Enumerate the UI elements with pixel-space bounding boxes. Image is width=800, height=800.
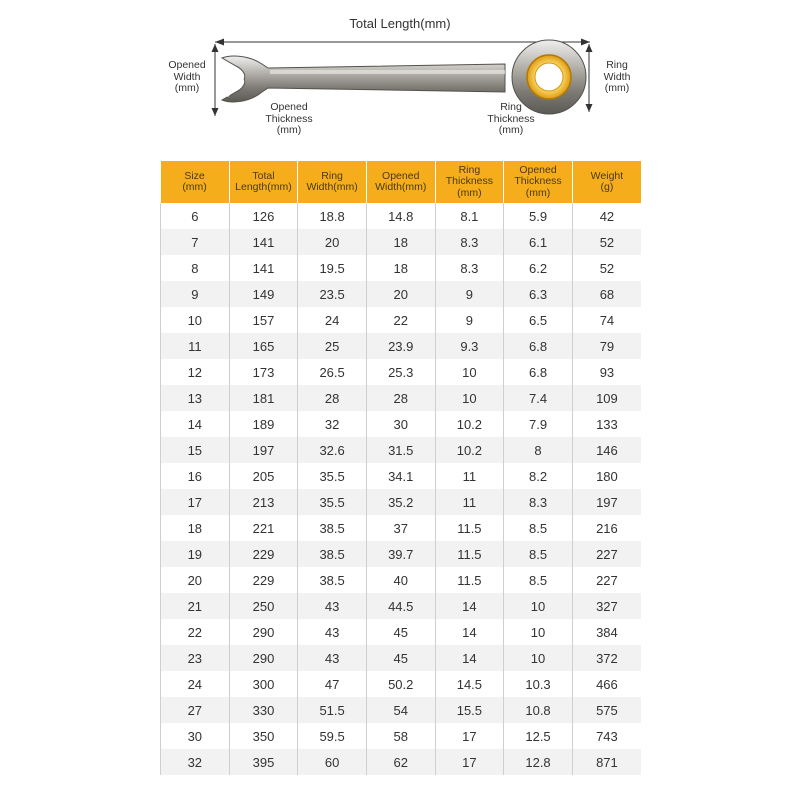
- table-cell: 6.8: [504, 359, 573, 385]
- table-cell: 23.5: [298, 281, 367, 307]
- table-cell: 11.5: [435, 567, 504, 593]
- table-cell: 19.5: [298, 255, 367, 281]
- opened-width-arrow: [212, 44, 219, 116]
- ring-width-arrow: [586, 44, 593, 112]
- table-cell: 126: [229, 203, 298, 229]
- table-cell: 8.3: [504, 489, 573, 515]
- table-cell: 221: [229, 515, 298, 541]
- table-row: [161, 203, 642, 229]
- table-cell: 141: [229, 229, 298, 255]
- table-cell: 38.5: [298, 541, 367, 567]
- table-cell: 35.5: [298, 489, 367, 515]
- table-cell: 15: [161, 437, 230, 463]
- table-cell: 34.1: [366, 463, 435, 489]
- table-cell: 8.3: [435, 229, 504, 255]
- table-cell: 146: [572, 437, 641, 463]
- table-cell: 37: [366, 515, 435, 541]
- table-row: [161, 255, 642, 281]
- table-cell: 384: [572, 619, 641, 645]
- table-header-row: [161, 161, 642, 203]
- ring-width-header: Ring Width(mm): [298, 161, 367, 203]
- table-cell: 290: [229, 645, 298, 671]
- table-cell: 229: [229, 541, 298, 567]
- table-cell: 40: [366, 567, 435, 593]
- table-cell: 20: [161, 567, 230, 593]
- table-cell: 38.5: [298, 567, 367, 593]
- table-cell: 79: [572, 333, 641, 359]
- table-cell: 43: [298, 645, 367, 671]
- table-cell: 14.8: [366, 203, 435, 229]
- opened-thickness-header: Opened Thickness (mm): [504, 161, 573, 203]
- table-cell: 8.3: [435, 255, 504, 281]
- table-cell: 14: [435, 619, 504, 645]
- table-row: [161, 333, 642, 359]
- table-row: [161, 229, 642, 255]
- table-cell: 141: [229, 255, 298, 281]
- table-cell: 10.3: [504, 671, 573, 697]
- table-cell: 9: [435, 281, 504, 307]
- table-cell: 11: [161, 333, 230, 359]
- table-cell: 350: [229, 723, 298, 749]
- table-cell: 58: [366, 723, 435, 749]
- table-cell: 54: [366, 697, 435, 723]
- table-row: [161, 619, 642, 645]
- table-row: [161, 385, 642, 411]
- table-cell: 18: [161, 515, 230, 541]
- table-row: [161, 463, 642, 489]
- table-cell: 22: [366, 307, 435, 333]
- table-row: [161, 411, 642, 437]
- ring-thickness-header: Ring Thickness (mm): [435, 161, 504, 203]
- table-cell: 10: [504, 619, 573, 645]
- table-cell: 23.9: [366, 333, 435, 359]
- total-length-label: Total Length(mm): [349, 16, 451, 31]
- table-cell: 6.2: [504, 255, 573, 281]
- table-cell: 16: [161, 463, 230, 489]
- table-cell: 9: [435, 307, 504, 333]
- table-cell: 6.5: [504, 307, 573, 333]
- table-row: [161, 437, 642, 463]
- table-cell: 39.7: [366, 541, 435, 567]
- table-cell: 43: [298, 619, 367, 645]
- table-cell: 10: [435, 385, 504, 411]
- table-cell: 15.5: [435, 697, 504, 723]
- table-cell: 43: [298, 593, 367, 619]
- table-cell: 189: [229, 411, 298, 437]
- table-cell: 7.9: [504, 411, 573, 437]
- table-cell: 28: [366, 385, 435, 411]
- table-cell: 10: [504, 593, 573, 619]
- table-cell: 35.2: [366, 489, 435, 515]
- table-cell: 62: [366, 749, 435, 775]
- table-cell: 327: [572, 593, 641, 619]
- table-cell: 50.2: [366, 671, 435, 697]
- table-cell: 42: [572, 203, 641, 229]
- table-cell: 300: [229, 671, 298, 697]
- total-length-header: Total Length(mm): [229, 161, 298, 203]
- table-cell: 8.2: [504, 463, 573, 489]
- ring-width-label: Ring Width (mm): [603, 59, 631, 94]
- table-cell: 10.2: [435, 437, 504, 463]
- spec-table: [160, 161, 641, 775]
- table-row: [161, 489, 642, 515]
- table-cell: 28: [298, 385, 367, 411]
- table-cell: 743: [572, 723, 641, 749]
- table-cell: 23: [161, 645, 230, 671]
- table-cell: 7.4: [504, 385, 573, 411]
- table-cell: 45: [366, 645, 435, 671]
- table-cell: 14.5: [435, 671, 504, 697]
- table-cell: 31.5: [366, 437, 435, 463]
- table-cell: 133: [572, 411, 641, 437]
- table-row: [161, 515, 642, 541]
- table-row: [161, 671, 642, 697]
- table-cell: 59.5: [298, 723, 367, 749]
- table-cell: 10: [504, 645, 573, 671]
- table-cell: 30: [366, 411, 435, 437]
- table-cell: 10.8: [504, 697, 573, 723]
- table-cell: 6.3: [504, 281, 573, 307]
- opened-thickness-label: Opened Thickness (mm): [265, 101, 313, 136]
- table-cell: 27: [161, 697, 230, 723]
- table-row: [161, 567, 642, 593]
- table-cell: 8.5: [504, 541, 573, 567]
- table-cell: 18.8: [298, 203, 367, 229]
- table-cell: 14: [161, 411, 230, 437]
- table-cell: 24: [298, 307, 367, 333]
- opened-width-label: Opened Width (mm): [168, 59, 206, 94]
- table-row: [161, 541, 642, 567]
- table-cell: 68: [572, 281, 641, 307]
- table-row: [161, 307, 642, 333]
- table-cell: 10: [161, 307, 230, 333]
- table-cell: 229: [229, 567, 298, 593]
- table-cell: 21: [161, 593, 230, 619]
- table-cell: 11: [435, 463, 504, 489]
- table-row: [161, 723, 642, 749]
- table-cell: 197: [229, 437, 298, 463]
- table-cell: 45: [366, 619, 435, 645]
- table-cell: 32: [161, 749, 230, 775]
- table-cell: 93: [572, 359, 641, 385]
- table-cell: 7: [161, 229, 230, 255]
- table-cell: 24: [161, 671, 230, 697]
- table-cell: 157: [229, 307, 298, 333]
- table-cell: 149: [229, 281, 298, 307]
- table-cell: 181: [229, 385, 298, 411]
- table-cell: 38.5: [298, 515, 367, 541]
- table-cell: 250: [229, 593, 298, 619]
- table-cell: 466: [572, 671, 641, 697]
- table-cell: 871: [572, 749, 641, 775]
- table-cell: 395: [229, 749, 298, 775]
- table-cell: 25.3: [366, 359, 435, 385]
- table-body: [161, 203, 642, 775]
- table-cell: 32: [298, 411, 367, 437]
- table-cell: 19: [161, 541, 230, 567]
- table-cell: 52: [572, 229, 641, 255]
- table-cell: 8: [161, 255, 230, 281]
- opened-width-header: Opened Width(mm): [366, 161, 435, 203]
- table-cell: 9.3: [435, 333, 504, 359]
- table-cell: 8.1: [435, 203, 504, 229]
- table-cell: 32.6: [298, 437, 367, 463]
- table-row: [161, 749, 642, 775]
- table-cell: 227: [572, 541, 641, 567]
- table-row: [161, 645, 642, 671]
- table-cell: 20: [298, 229, 367, 255]
- table-cell: 11.5: [435, 515, 504, 541]
- table-cell: 8.5: [504, 515, 573, 541]
- table-cell: 213: [229, 489, 298, 515]
- table-cell: 5.9: [504, 203, 573, 229]
- table-row: [161, 359, 642, 385]
- table-cell: 51.5: [298, 697, 367, 723]
- table-cell: 30: [161, 723, 230, 749]
- table-cell: 10.2: [435, 411, 504, 437]
- table-cell: 6: [161, 203, 230, 229]
- table-cell: 227: [572, 567, 641, 593]
- table-cell: 52: [572, 255, 641, 281]
- table-cell: 12.5: [504, 723, 573, 749]
- table-cell: 22: [161, 619, 230, 645]
- table-cell: 14: [435, 645, 504, 671]
- table-cell: 372: [572, 645, 641, 671]
- ring-thickness-label: Ring Thickness (mm): [487, 101, 535, 136]
- wrench-diagram: [0, 0, 800, 150]
- table-row: [161, 281, 642, 307]
- table-cell: 9: [161, 281, 230, 307]
- table-cell: 216: [572, 515, 641, 541]
- table-cell: 12: [161, 359, 230, 385]
- table-cell: 575: [572, 697, 641, 723]
- table-cell: 6.1: [504, 229, 573, 255]
- table-cell: 13: [161, 385, 230, 411]
- table-cell: 47: [298, 671, 367, 697]
- table-cell: 109: [572, 385, 641, 411]
- table-cell: 165: [229, 333, 298, 359]
- table-cell: 74: [572, 307, 641, 333]
- table-cell: 11.5: [435, 541, 504, 567]
- table-cell: 20: [366, 281, 435, 307]
- table-cell: 60: [298, 749, 367, 775]
- table-cell: 17: [435, 749, 504, 775]
- table-cell: 12.8: [504, 749, 573, 775]
- table-cell: 8.5: [504, 567, 573, 593]
- table-cell: 8: [504, 437, 573, 463]
- table-cell: 197: [572, 489, 641, 515]
- table-cell: 17: [161, 489, 230, 515]
- table-cell: 17: [435, 723, 504, 749]
- table-cell: 11: [435, 489, 504, 515]
- table-cell: 14: [435, 593, 504, 619]
- table-cell: 18: [366, 229, 435, 255]
- table-cell: 6.8: [504, 333, 573, 359]
- table-cell: 290: [229, 619, 298, 645]
- table-cell: 10: [435, 359, 504, 385]
- size-header: Size (mm): [161, 161, 230, 203]
- table-cell: 44.5: [366, 593, 435, 619]
- table-cell: 26.5: [298, 359, 367, 385]
- weight-header: Weight (g): [572, 161, 641, 203]
- table-row: [161, 697, 642, 723]
- table-cell: 18: [366, 255, 435, 281]
- table-cell: 173: [229, 359, 298, 385]
- table-cell: 25: [298, 333, 367, 359]
- table-cell: 180: [572, 463, 641, 489]
- table-row: [161, 593, 642, 619]
- table-cell: 35.5: [298, 463, 367, 489]
- table-cell: 205: [229, 463, 298, 489]
- table-cell: 330: [229, 697, 298, 723]
